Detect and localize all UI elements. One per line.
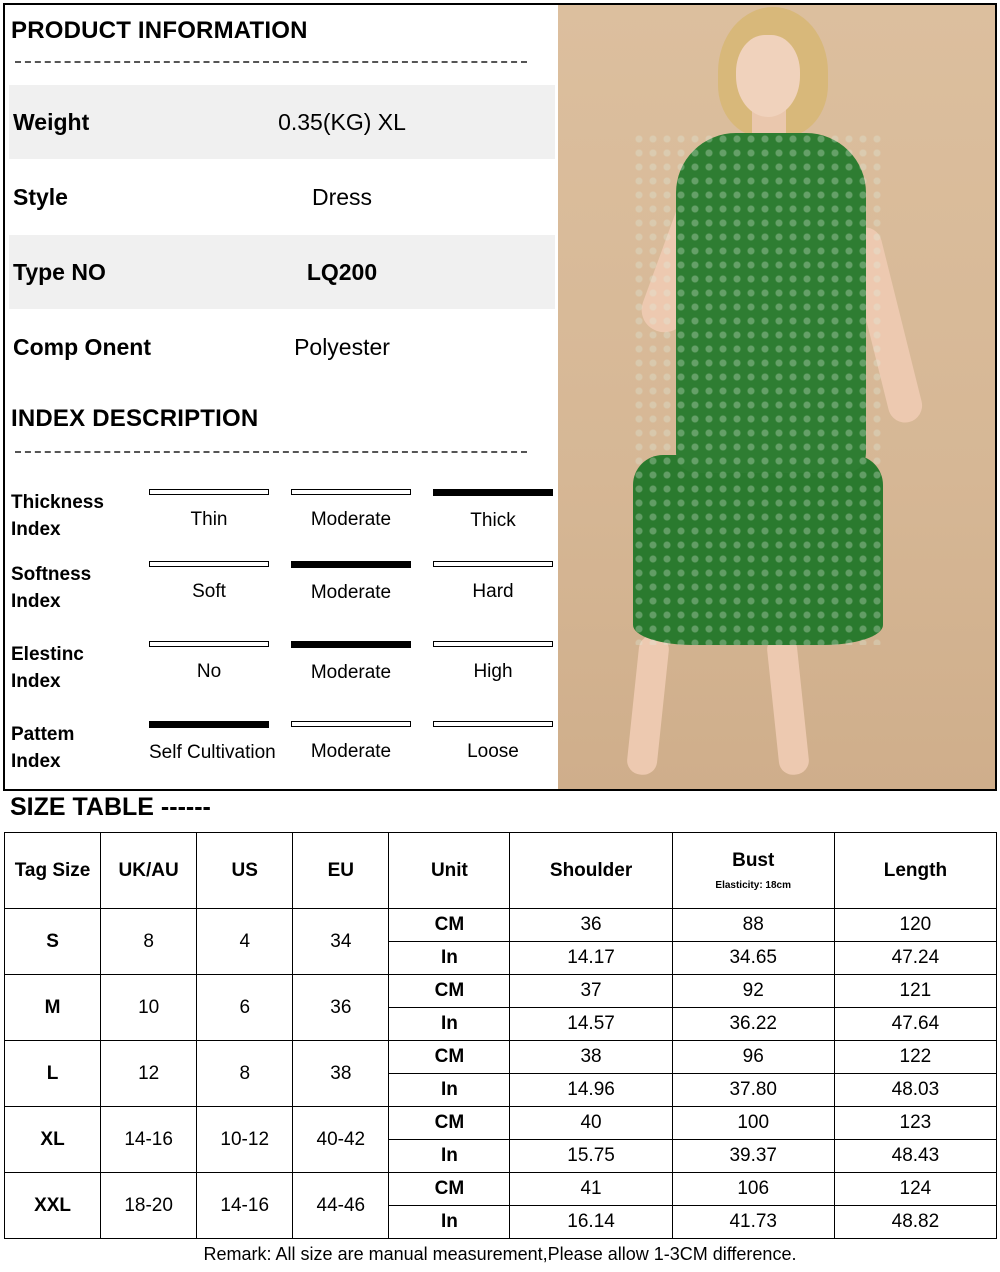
table-cell: 48.43 <box>834 1140 996 1173</box>
index-option-label: Moderate <box>310 741 392 762</box>
model-face <box>736 35 800 117</box>
index-option <box>291 561 411 604</box>
table-row <box>5 1173 997 1206</box>
info-value: Polyester <box>294 333 390 360</box>
header-tag-size: Tag Size <box>5 833 101 909</box>
table-cell: In <box>389 1140 510 1173</box>
index-bar <box>291 489 411 495</box>
info-row-style <box>9 160 555 234</box>
table-cell: 122 <box>834 1041 996 1074</box>
product-info-panel <box>5 5 557 789</box>
info-value: LQ200 <box>306 258 378 285</box>
table-cell: In <box>389 1074 510 1107</box>
table-cell: 96 <box>672 1041 834 1074</box>
info-row-type-no <box>9 235 555 309</box>
table-cell: 36 <box>510 909 672 942</box>
index-bar-selected <box>149 721 269 728</box>
index-option-label: Thin <box>190 509 228 530</box>
info-label: Style <box>13 183 68 210</box>
header-unit: Unit <box>389 833 510 909</box>
table-cell: 36.22 <box>672 1008 834 1041</box>
index-option <box>149 561 269 603</box>
table-cell: 8 <box>197 1041 293 1107</box>
table-cell: 18-20 <box>101 1173 197 1239</box>
index-label-line: Index <box>11 751 61 772</box>
table-cell: CM <box>389 975 510 1008</box>
index-option <box>433 721 553 763</box>
index-option-label: Soft <box>192 581 226 602</box>
table-cell: 124 <box>834 1173 996 1206</box>
info-value: Dress <box>311 183 373 210</box>
table-cell: 14-16 <box>197 1173 293 1239</box>
index-option-label: Moderate <box>310 509 392 530</box>
table-cell: 38 <box>293 1041 389 1107</box>
table-cell: 47.24 <box>834 942 996 975</box>
table-cell: CM <box>389 1173 510 1206</box>
table-cell: CM <box>389 909 510 942</box>
index-option-label: Moderate <box>310 582 392 603</box>
table-row <box>5 1107 997 1140</box>
table-cell: 39.37 <box>672 1140 834 1173</box>
header-eu: EU <box>293 833 389 909</box>
index-option <box>433 489 553 532</box>
index-bar <box>149 561 269 567</box>
model-leg <box>626 634 670 776</box>
header-shoulder: Shoulder <box>510 833 672 909</box>
index-option-label: Thick <box>470 510 516 531</box>
table-cell: 48.03 <box>834 1074 996 1107</box>
size-table-title: SIZE TABLE ------ <box>10 793 211 821</box>
table-cell: 41.73 <box>672 1206 834 1239</box>
lace-pattern <box>633 133 883 645</box>
table-cell: S <box>5 909 101 975</box>
table-cell: 37.80 <box>672 1074 834 1107</box>
info-label: Type NO <box>13 258 106 285</box>
index-option-label: Moderate <box>310 662 392 683</box>
table-cell: 92 <box>672 975 834 1008</box>
table-cell: 40 <box>510 1107 672 1140</box>
table-cell: 106 <box>672 1173 834 1206</box>
table-cell: 88 <box>672 909 834 942</box>
table-cell: 47.64 <box>834 1008 996 1041</box>
table-cell: 10-12 <box>197 1107 293 1173</box>
header-us: US <box>197 833 293 909</box>
info-label: Comp Onent <box>13 333 151 360</box>
index-label-line: Pattem <box>11 724 75 745</box>
index-description-title: INDEX DESCRIPTION <box>11 405 259 432</box>
index-bar-selected <box>291 641 411 648</box>
index-option-label: High <box>473 661 513 682</box>
table-cell: In <box>389 1008 510 1041</box>
table-cell: 34 <box>293 909 389 975</box>
table-cell: 44-46 <box>293 1173 389 1239</box>
index-label <box>11 561 131 615</box>
header-bust <box>672 833 834 909</box>
index-row <box>9 489 555 569</box>
index-label <box>11 489 131 543</box>
header-bust-label: Bust <box>732 850 775 871</box>
index-option <box>433 561 553 603</box>
index-label-line: Elestinc <box>11 644 84 665</box>
table-cell: 14-16 <box>101 1107 197 1173</box>
table-cell: 15.75 <box>510 1140 672 1173</box>
table-cell: 123 <box>834 1107 996 1140</box>
index-label-line: Index <box>11 591 61 612</box>
index-option <box>291 489 411 531</box>
index-option <box>433 641 553 683</box>
table-cell: 8 <box>101 909 197 975</box>
index-label-line: Index <box>11 519 61 540</box>
index-label <box>11 641 131 695</box>
index-bar <box>149 489 269 495</box>
index-option <box>291 721 411 763</box>
table-cell: 41 <box>510 1173 672 1206</box>
table-row <box>5 909 997 942</box>
table-cell: XL <box>5 1107 101 1173</box>
info-row-weight <box>9 85 555 159</box>
info-value: 0.35(KG) XL <box>278 108 406 135</box>
index-label-line: Softness <box>11 564 92 585</box>
index-label <box>11 721 131 775</box>
index-row <box>9 641 555 721</box>
model-leg <box>766 634 810 776</box>
table-cell: 36 <box>293 975 389 1041</box>
index-option-label: Self Cultivation <box>149 742 276 763</box>
size-table <box>4 832 997 1239</box>
index-option <box>149 641 269 683</box>
table-cell: 4 <box>197 909 293 975</box>
index-option-label: No <box>196 661 222 682</box>
table-cell: In <box>389 942 510 975</box>
table-cell: L <box>5 1041 101 1107</box>
index-bar <box>433 721 553 727</box>
table-row <box>5 975 997 1008</box>
table-cell: 120 <box>834 909 996 942</box>
info-row-component <box>9 310 555 384</box>
index-option-label: Hard <box>472 581 514 602</box>
table-cell: 121 <box>834 975 996 1008</box>
index-option-label: Loose <box>467 741 519 762</box>
table-cell: CM <box>389 1041 510 1074</box>
divider <box>15 61 527 63</box>
index-row <box>9 721 555 801</box>
index-label-line: Index <box>11 671 61 692</box>
index-row <box>9 561 555 641</box>
index-bar-selected <box>433 489 553 496</box>
table-cell: 37 <box>510 975 672 1008</box>
index-option <box>149 489 269 531</box>
header-uk-au: UK/AU <box>101 833 197 909</box>
index-label-line: Thickness <box>11 492 104 513</box>
index-bar-selected <box>291 561 411 568</box>
table-cell: 14.17 <box>510 942 672 975</box>
table-cell: 6 <box>197 975 293 1041</box>
table-cell: 40-42 <box>293 1107 389 1173</box>
index-bar <box>149 641 269 647</box>
product-photo <box>558 5 995 789</box>
product-card <box>3 3 997 791</box>
table-cell: M <box>5 975 101 1041</box>
table-cell: 100 <box>672 1107 834 1140</box>
header-length: Length <box>834 833 996 909</box>
index-option <box>149 721 276 764</box>
product-info-title: PRODUCT INFORMATION <box>11 17 308 44</box>
table-cell: 38 <box>510 1041 672 1074</box>
info-label: Weight <box>13 108 90 135</box>
table-cell: In <box>389 1206 510 1239</box>
table-row <box>5 1041 997 1074</box>
table-cell: 34.65 <box>672 942 834 975</box>
table-cell: 16.14 <box>510 1206 672 1239</box>
table-cell: CM <box>389 1107 510 1140</box>
index-bar <box>433 641 553 647</box>
remark: Remark: All size are manual measurement,Please allow 1-3CM difference. <box>203 1244 797 1264</box>
index-option <box>291 641 411 684</box>
table-cell: 10 <box>101 975 197 1041</box>
table-cell: 48.82 <box>834 1206 996 1239</box>
table-cell: 14.96 <box>510 1074 672 1107</box>
index-bar <box>433 561 553 567</box>
table-cell: XXL <box>5 1173 101 1239</box>
header-bust-note: Elasticity: 18cm <box>715 880 792 891</box>
size-table-header <box>5 833 997 909</box>
table-cell: 12 <box>101 1041 197 1107</box>
index-bar <box>291 721 411 727</box>
divider <box>15 451 527 453</box>
table-cell: 14.57 <box>510 1008 672 1041</box>
